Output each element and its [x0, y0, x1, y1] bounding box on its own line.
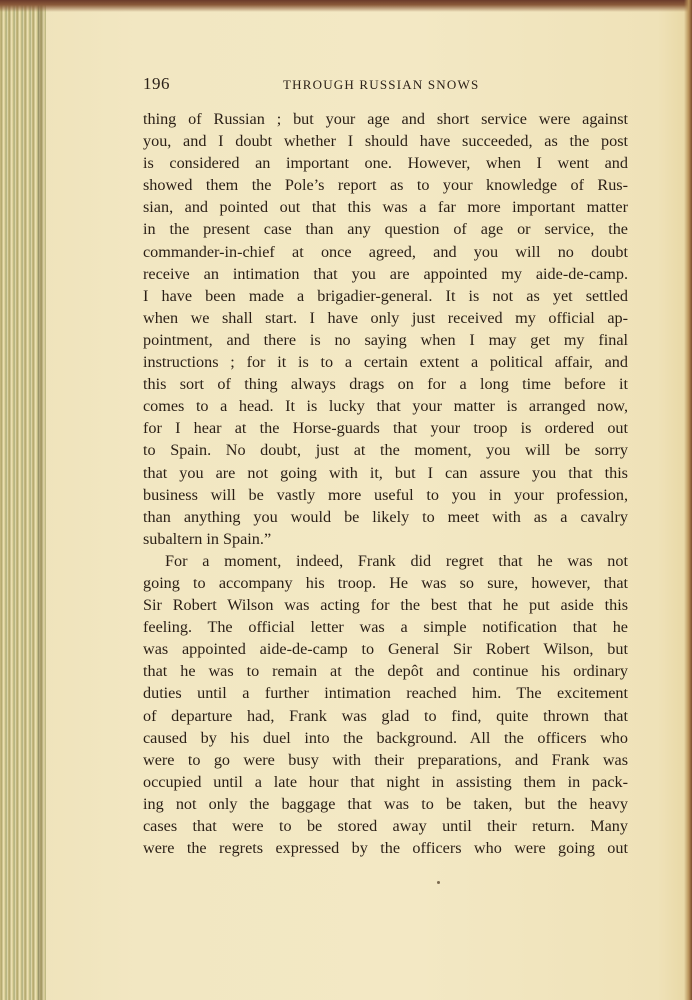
text-line: commander-in-chief at once agreed, and you will no doubt [143, 242, 628, 261]
text-line: occupied until a late hour that night in assisting them in pack- [143, 772, 628, 791]
text-line: I have been made a brigadier-general. It is not as yet settled [143, 286, 628, 305]
text-line: business will be vastly more useful to you in your profession, [143, 485, 628, 504]
text-line: For a moment, indeed, Frank did regret that he was not [165, 551, 628, 570]
page-header [143, 74, 628, 96]
text-line: going to accompany his troop. He was so sure, however, that [143, 573, 628, 592]
text-line: ing not only the baggage that was to be taken, but the heavy [143, 794, 628, 813]
text-line: that he was to remain at the depôt and continue his ordinary [143, 662, 628, 681]
text-line: that you are not going with it, but I can assure you that this [143, 463, 628, 482]
body-text [143, 108, 628, 859]
text-line: were the regrets expressed by the officers who were going out [143, 839, 628, 858]
text-line: receive an intimation that you are appointed my aide-de-camp. [143, 264, 628, 283]
text-line: than anything you would be likely to meet with as a cavalry [143, 507, 628, 526]
text-line: thing of Russian ; but your age and short service were against [143, 110, 628, 128]
text-line: for I hear at the Horse-guards that your troop is ordered out [143, 419, 628, 438]
running-title: THROUGH RUSSIAN SNOWS [283, 77, 480, 92]
top-edge [0, 0, 692, 12]
text-line: in the present case than any question of age or service, the [143, 220, 628, 239]
text-line: to Spain. No doubt, just at the moment, you will be sorry [143, 441, 628, 460]
text-line: this sort of thing always drags on for a long time before it [143, 375, 628, 394]
text-line: of departure had, Frank was glad to find, quite thrown that [143, 706, 628, 725]
spine-shadow [38, 0, 46, 1000]
text-line: is considered an important one. However, when I went and [143, 154, 628, 173]
text-line: was appointed aide-de-camp to General Sir Robert Wilson, but [143, 640, 628, 659]
ink-speck [437, 881, 440, 884]
page-number: 196 [143, 74, 170, 93]
text-line: caused by his duel into the background. All the officers who [143, 728, 628, 747]
text-line: cases that were to be stored away until their return. Many [143, 817, 628, 835]
text-line: you, and I doubt whether I should have succeeded, as the post [143, 132, 628, 151]
text-line: were to go were busy with their preparations, and Frank was [143, 750, 628, 769]
text-line: feeling. The official letter was a simple notification that he [143, 618, 628, 637]
text-line: sian, and pointed out that this was a far more important matter [143, 198, 628, 217]
text-line: pointment, and there is no saying when I may get my final [143, 330, 628, 349]
right-edge [684, 0, 692, 1000]
text-line: Sir Robert Wilson was acting for the best that he put aside this [143, 596, 628, 615]
text-line: when we shall start. I have only just received my official ap- [143, 308, 628, 327]
text-line: duties until a further intimation reached him. The excitement [143, 684, 628, 703]
text-line: subaltern in Spain.” [143, 529, 272, 548]
text-line: instructions ; for it is to a certain extent a political affair, and [143, 353, 628, 372]
text-line: showed them the Pole’s report as to your knowledge of Rus- [143, 176, 628, 195]
text-line: comes to a head. It is lucky that your matter is arranged now, [143, 397, 628, 416]
